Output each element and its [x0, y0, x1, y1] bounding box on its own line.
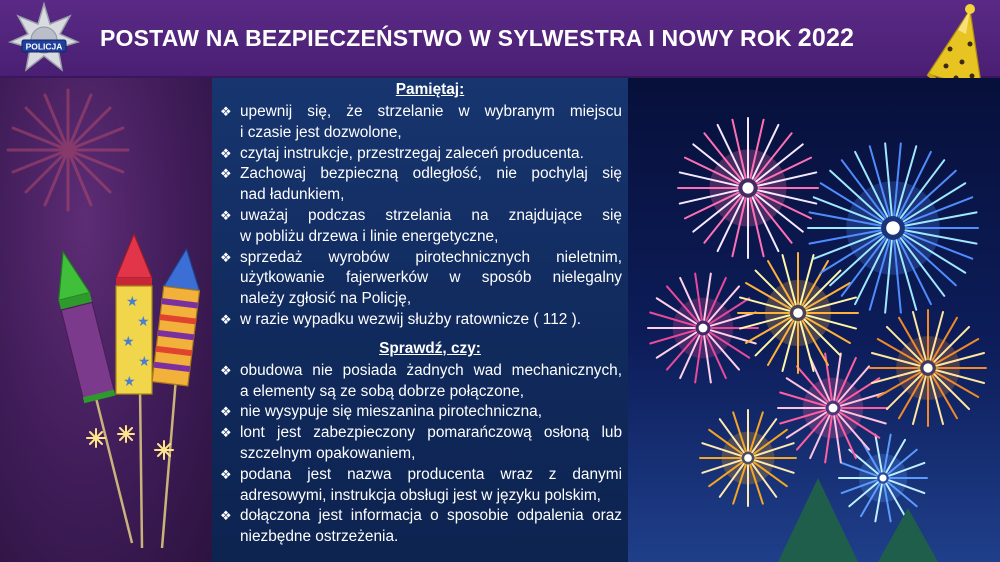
list-item-line: obudowa nie posiada żadnych wad mechanicznych,: [240, 361, 622, 379]
list-item-line: Zachowaj bezpieczną odległość, nie pochylaj się: [240, 165, 622, 183]
rockets-illustration: [0, 78, 212, 562]
diamond-bullet-icon: ❖: [220, 166, 232, 182]
list-item: [218, 423, 622, 465]
list-item: [218, 164, 622, 206]
svg-text:★: ★: [122, 334, 135, 350]
list-item-line: uważaj podczas strzelania na znajdujące się: [240, 206, 622, 224]
list-item: [218, 402, 622, 423]
diamond-bullet-icon: ❖: [220, 425, 232, 441]
firework-burst-icon: [700, 410, 796, 506]
list-item-line: adresowymi, instrukcja obsługi jest w języku polskim,: [240, 486, 601, 504]
svg-text:★: ★: [137, 314, 150, 330]
list-item-line: sprzedaż wyrobów pirotechnicznych nieletnim,: [240, 248, 622, 266]
list-item: [218, 506, 622, 548]
list-item-line: użytkowanie fajerwerków w sposób nielegalny: [240, 269, 622, 287]
title-year: 2022: [797, 24, 855, 52]
spark-icon: [87, 426, 173, 459]
list-item-line: szczelnym opakowaniem,: [240, 444, 416, 462]
list-item-line: w razie wypadku wezwij służby ratownicze ( 112 ).: [240, 310, 581, 328]
list-item-line: i czasie jest dozwolone,: [240, 123, 402, 141]
svg-text:★: ★: [123, 374, 136, 390]
left-decoration-panel: [0, 78, 212, 562]
list-item: [218, 361, 622, 403]
list-item: [218, 248, 622, 310]
check-list: [218, 361, 622, 548]
remember-heading: Pamiętaj:: [395, 81, 465, 98]
list-item-line: a elementy są ze sobą dobrze połączone,: [240, 382, 525, 400]
faded-firework-icon: [8, 90, 128, 210]
svg-text:★: ★: [126, 294, 139, 310]
list-item-line: dołączona jest informacja o sposobie odpalenia oraz: [240, 507, 622, 525]
title-text: POSTAW NA BEZPIECZEŃSTWO W SYLWESTRA I NOWY ROK: [100, 25, 792, 51]
page-title: [100, 24, 920, 53]
list-item-line: upewnij się, że strzelanie w wybranym miejscu: [240, 103, 622, 120]
list-item-line: podana jest nazwa producenta wraz z danymi: [240, 465, 622, 483]
list-item: [218, 310, 622, 331]
list-item-line: nad ładunkiem,: [240, 186, 345, 204]
fireworks-illustration: [628, 78, 1000, 562]
list-item: [218, 102, 622, 144]
remember-list: [218, 102, 622, 331]
firework-burst-icon: [808, 143, 978, 312]
list-item-line: nie wysypuje się mieszanina pirotechniczna,: [240, 403, 542, 421]
list-item-line: w pobliżu drzewa i linie energetyczne,: [240, 227, 499, 245]
diamond-bullet-icon: ❖: [220, 404, 232, 420]
right-decoration-panel: [628, 78, 1000, 562]
list-item-line: lont jest zabezpieczony pomarańczową osłoną lub: [240, 424, 622, 442]
check-heading: Sprawdź, czy:: [379, 339, 481, 357]
firework-burst-icon: [778, 354, 888, 463]
header-bar: [0, 0, 1000, 78]
firework-burst-icon: [678, 118, 818, 258]
list-item-line: należy zgłosić na Policję,: [240, 290, 412, 308]
list-item-line: niezbędne ostrzeżenia.: [240, 528, 399, 546]
list-item: [218, 144, 622, 165]
list-item: [218, 465, 622, 507]
safety-info-panel: [212, 78, 628, 562]
diamond-bullet-icon: ❖: [220, 466, 232, 482]
firework-burst-icon: [738, 253, 858, 373]
diamond-bullet-icon: ❖: [220, 249, 232, 265]
diamond-bullet-icon: ❖: [220, 508, 232, 524]
diamond-bullet-icon: ❖: [220, 207, 232, 223]
diamond-bullet-icon: ❖: [220, 311, 232, 327]
list-item: [218, 206, 622, 248]
diamond-bullet-icon: ❖: [220, 362, 232, 378]
diamond-bullet-icon: ❖: [220, 104, 232, 119]
police-star-badge-icon: [8, 2, 80, 74]
tree-silhouette-icon: [778, 478, 938, 562]
firework-burst-icon: [870, 310, 986, 426]
striped-rocket-icon: [152, 247, 204, 386]
purple-rocket-icon: [48, 248, 116, 403]
logo-text: POLICJA: [25, 41, 63, 52]
yellow-star-rocket-icon: [116, 234, 152, 394]
list-item-line: czytaj instrukcje, przestrzegaj zaleceń producenta.: [240, 144, 584, 162]
diamond-bullet-icon: ❖: [220, 145, 232, 161]
svg-text:★: ★: [138, 354, 151, 370]
